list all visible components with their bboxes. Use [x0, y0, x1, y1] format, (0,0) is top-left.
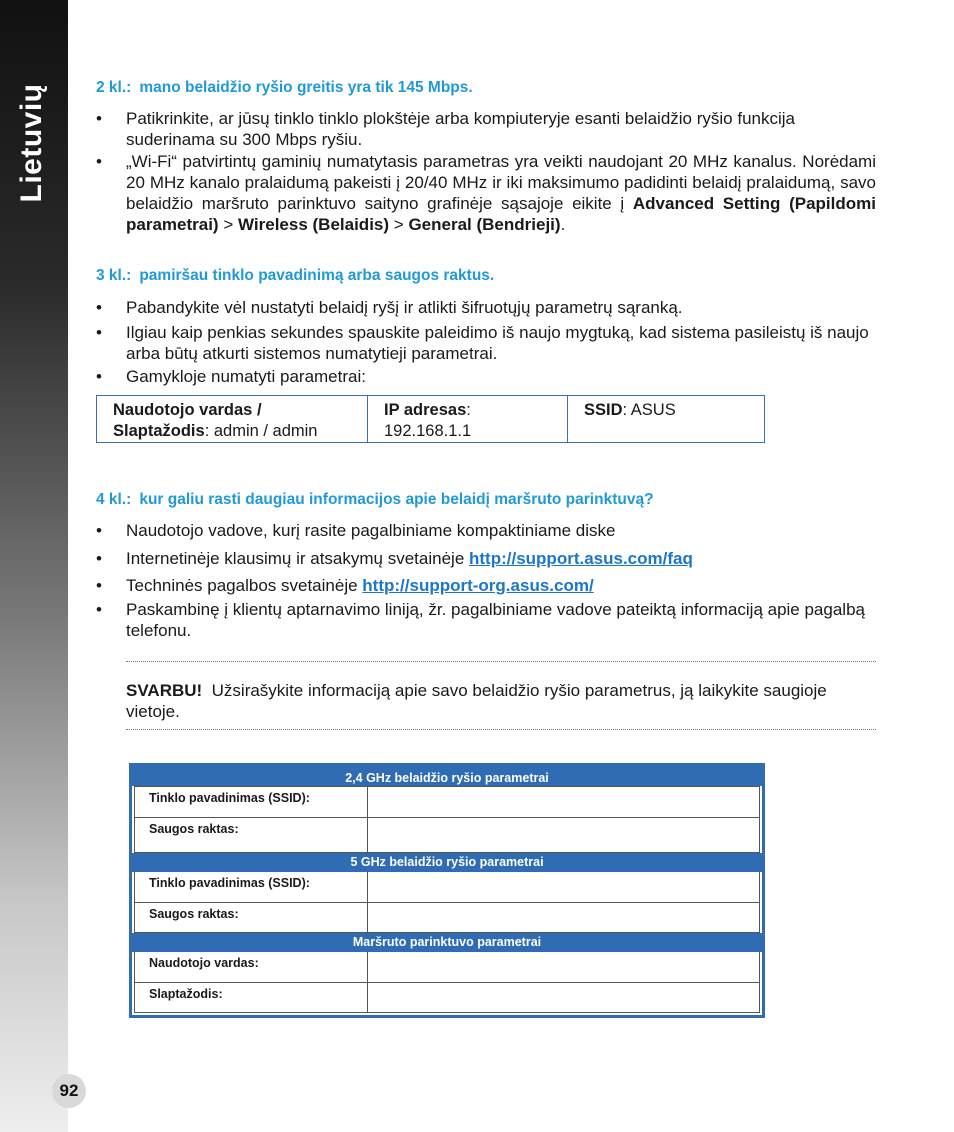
step2-bullet-2: • „Wi-Fi“ patvirtintų gaminių numatytasis parametras yra veikti naudojant 20 MHz kanalus. Norėdami 20 MHz kanalo pralaidumą pakeisti į 20/40 MHz ir iki maksimumo padidinti belaidį pralaidumą, savo belaidžio maršruto parinktuvo saityno grafinėje sąsajoje eikite į Advanced Setting (Papildomi parametrai) > Wireless (Belaidis) > General (Bendrieji). [96, 152, 876, 234]
divider-bottom [126, 729, 876, 730]
path-advanced-setting: Advanced Setting (Papildomi parametrai) [126, 194, 876, 234]
section-5ghz-header: 5 GHz belaidžio ryšio parametrai [132, 853, 762, 872]
page-number: 92 [52, 1074, 86, 1108]
pass-blank [368, 983, 759, 1012]
step3-number: 3 kl.: [96, 267, 132, 284]
row-5-ssid: Tinklo pavadinimas (SSID): [134, 872, 760, 903]
step4-title: kur galiu rasti daugiau informacijos apie belaidį maršruto parinktuvą? [139, 491, 654, 508]
divider-top [126, 661, 876, 662]
default-credentials-cell: Naudotojo vardas / Slaptažodis: admin / admin [97, 396, 368, 442]
note-text: Užsirašykite informaciją apie savo belaidžio ryšio parametrus, ją laikykite saugioje vietoje. [126, 681, 827, 721]
bullet-icon: • [96, 549, 102, 568]
row-24-ssid: Tinklo pavadinimas (SSID): [134, 786, 760, 818]
path-wireless: Wireless (Belaidis) [238, 215, 390, 234]
faq-link[interactable]: http://support.asus.com/faq [469, 549, 693, 568]
step2-title: mano belaidžio ryšio greitis yra tik 145 Mbps. [139, 79, 473, 96]
row-5-key: Saugos raktas: [134, 903, 760, 933]
bullet-icon: • [96, 323, 102, 342]
row-user: Naudotojo vardas: [134, 952, 760, 983]
ssid-24-blank [368, 787, 759, 817]
note-label: SVARBU! [126, 681, 203, 700]
default-ssid-cell: SSID: ASUS [584, 401, 676, 419]
bullet-icon: • [96, 576, 102, 595]
step3-bullet-2: • Ilgiau kaip penkias sekundes spauskite paleidimo iš naujo mygtuką, kad sistema pasileistų iš naujo arba būtų atkurti sistemos numatytieji parametrai. [96, 323, 869, 363]
user-blank [368, 952, 759, 982]
ssid-5-blank [368, 872, 759, 902]
row-pass: Slaptažodis: [134, 983, 760, 1013]
step3-bullet-3: • Gamykloje numatyti parametrai: [96, 367, 366, 386]
step4-bullet-1: • Naudotojo vadove, kurį rasite pagalbiniame kompaktiniame diske [96, 521, 616, 540]
step3-heading [96, 267, 494, 285]
step4-bullet-4: • Paskambinę į klientų aptarnavimo liniją, žr. pagalbiniame vadove pateiktą informaciją apie pagalbą telefonu. [96, 600, 865, 640]
step2-bullet-1: • Patikrinkite, ar jūsų tinklo tinklo plokštėje arba kompiuteryje esanti belaidžio ryšio funkcija suderinama su 300 Mbps ryšiu. [96, 109, 795, 149]
step3-bullet-1: • Pabandykite vėl nustatyti belaidį ryšį ir atlikti šifruotųjų parametrų sąranką. [96, 298, 683, 317]
path-general: General (Bendrieji) [408, 215, 561, 234]
step4-bullet-3: • Techninės pagalbos svetainėje http://support-org.asus.com/ [96, 576, 594, 595]
bullet-icon: • [96, 152, 102, 171]
step2-heading [96, 79, 473, 97]
section-24ghz-header: 2,4 GHz belaidžio ryšio parametrai [132, 766, 762, 786]
step4-bullet-2: • Internetinėje klausimų ir atsakymų svetainėje http://support.asus.com/faq [96, 549, 693, 568]
language-title: Lietuvių [15, 83, 48, 203]
bullet-icon: • [96, 521, 102, 540]
support-link[interactable]: http://support-org.asus.com/ [362, 576, 594, 595]
key-24-blank [368, 818, 759, 852]
section-router-header: Maršruto parinktuvo parametrai [132, 933, 762, 952]
step3-title: pamiršau tinklo pavadinimą arba saugos raktus. [139, 267, 495, 284]
bullet-icon: • [96, 367, 102, 386]
settings-worksheet [129, 763, 765, 1018]
default-ip-cell: IP adresas: 192.168.1.1 [368, 396, 568, 442]
step4-number: 4 kl.: [96, 491, 132, 508]
language-sidebar [0, 0, 68, 1132]
default-settings-table [96, 395, 765, 443]
row-24-key: Saugos raktas: [134, 818, 760, 853]
important-note [126, 680, 876, 722]
bullet-icon: • [96, 298, 102, 317]
key-5-blank [368, 903, 759, 932]
bullet-icon: • [96, 600, 102, 619]
step4-heading [96, 491, 654, 509]
step2-number: 2 kl.: [96, 79, 132, 96]
bullet-icon: • [96, 109, 102, 128]
